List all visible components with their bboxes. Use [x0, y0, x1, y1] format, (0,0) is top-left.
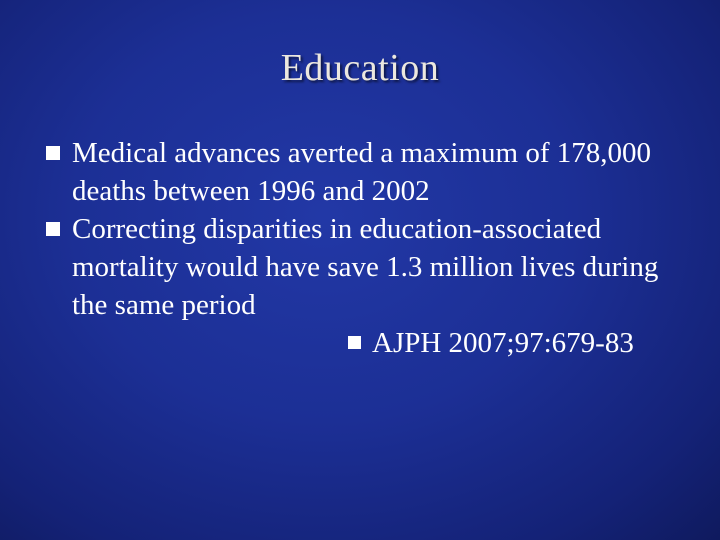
bullet-text: Medical advances averted a maximum of 178,000 deaths between 1996 and 2002 [72, 137, 651, 207]
citation-bullet [0, 324, 720, 362]
square-bullet-icon [46, 146, 60, 160]
bullet-text: Correcting disparities in education-associated mortality would have save 1.3 million lives during the same period [72, 213, 659, 321]
bullet-item [0, 210, 720, 324]
bullet-list [0, 134, 720, 362]
square-bullet-icon [348, 336, 361, 349]
square-bullet-icon [46, 222, 60, 236]
bullet-item [0, 134, 720, 210]
slide-title: Education [280, 47, 440, 89]
citation-text: AJPH 2007;97:679-83 [372, 327, 634, 359]
